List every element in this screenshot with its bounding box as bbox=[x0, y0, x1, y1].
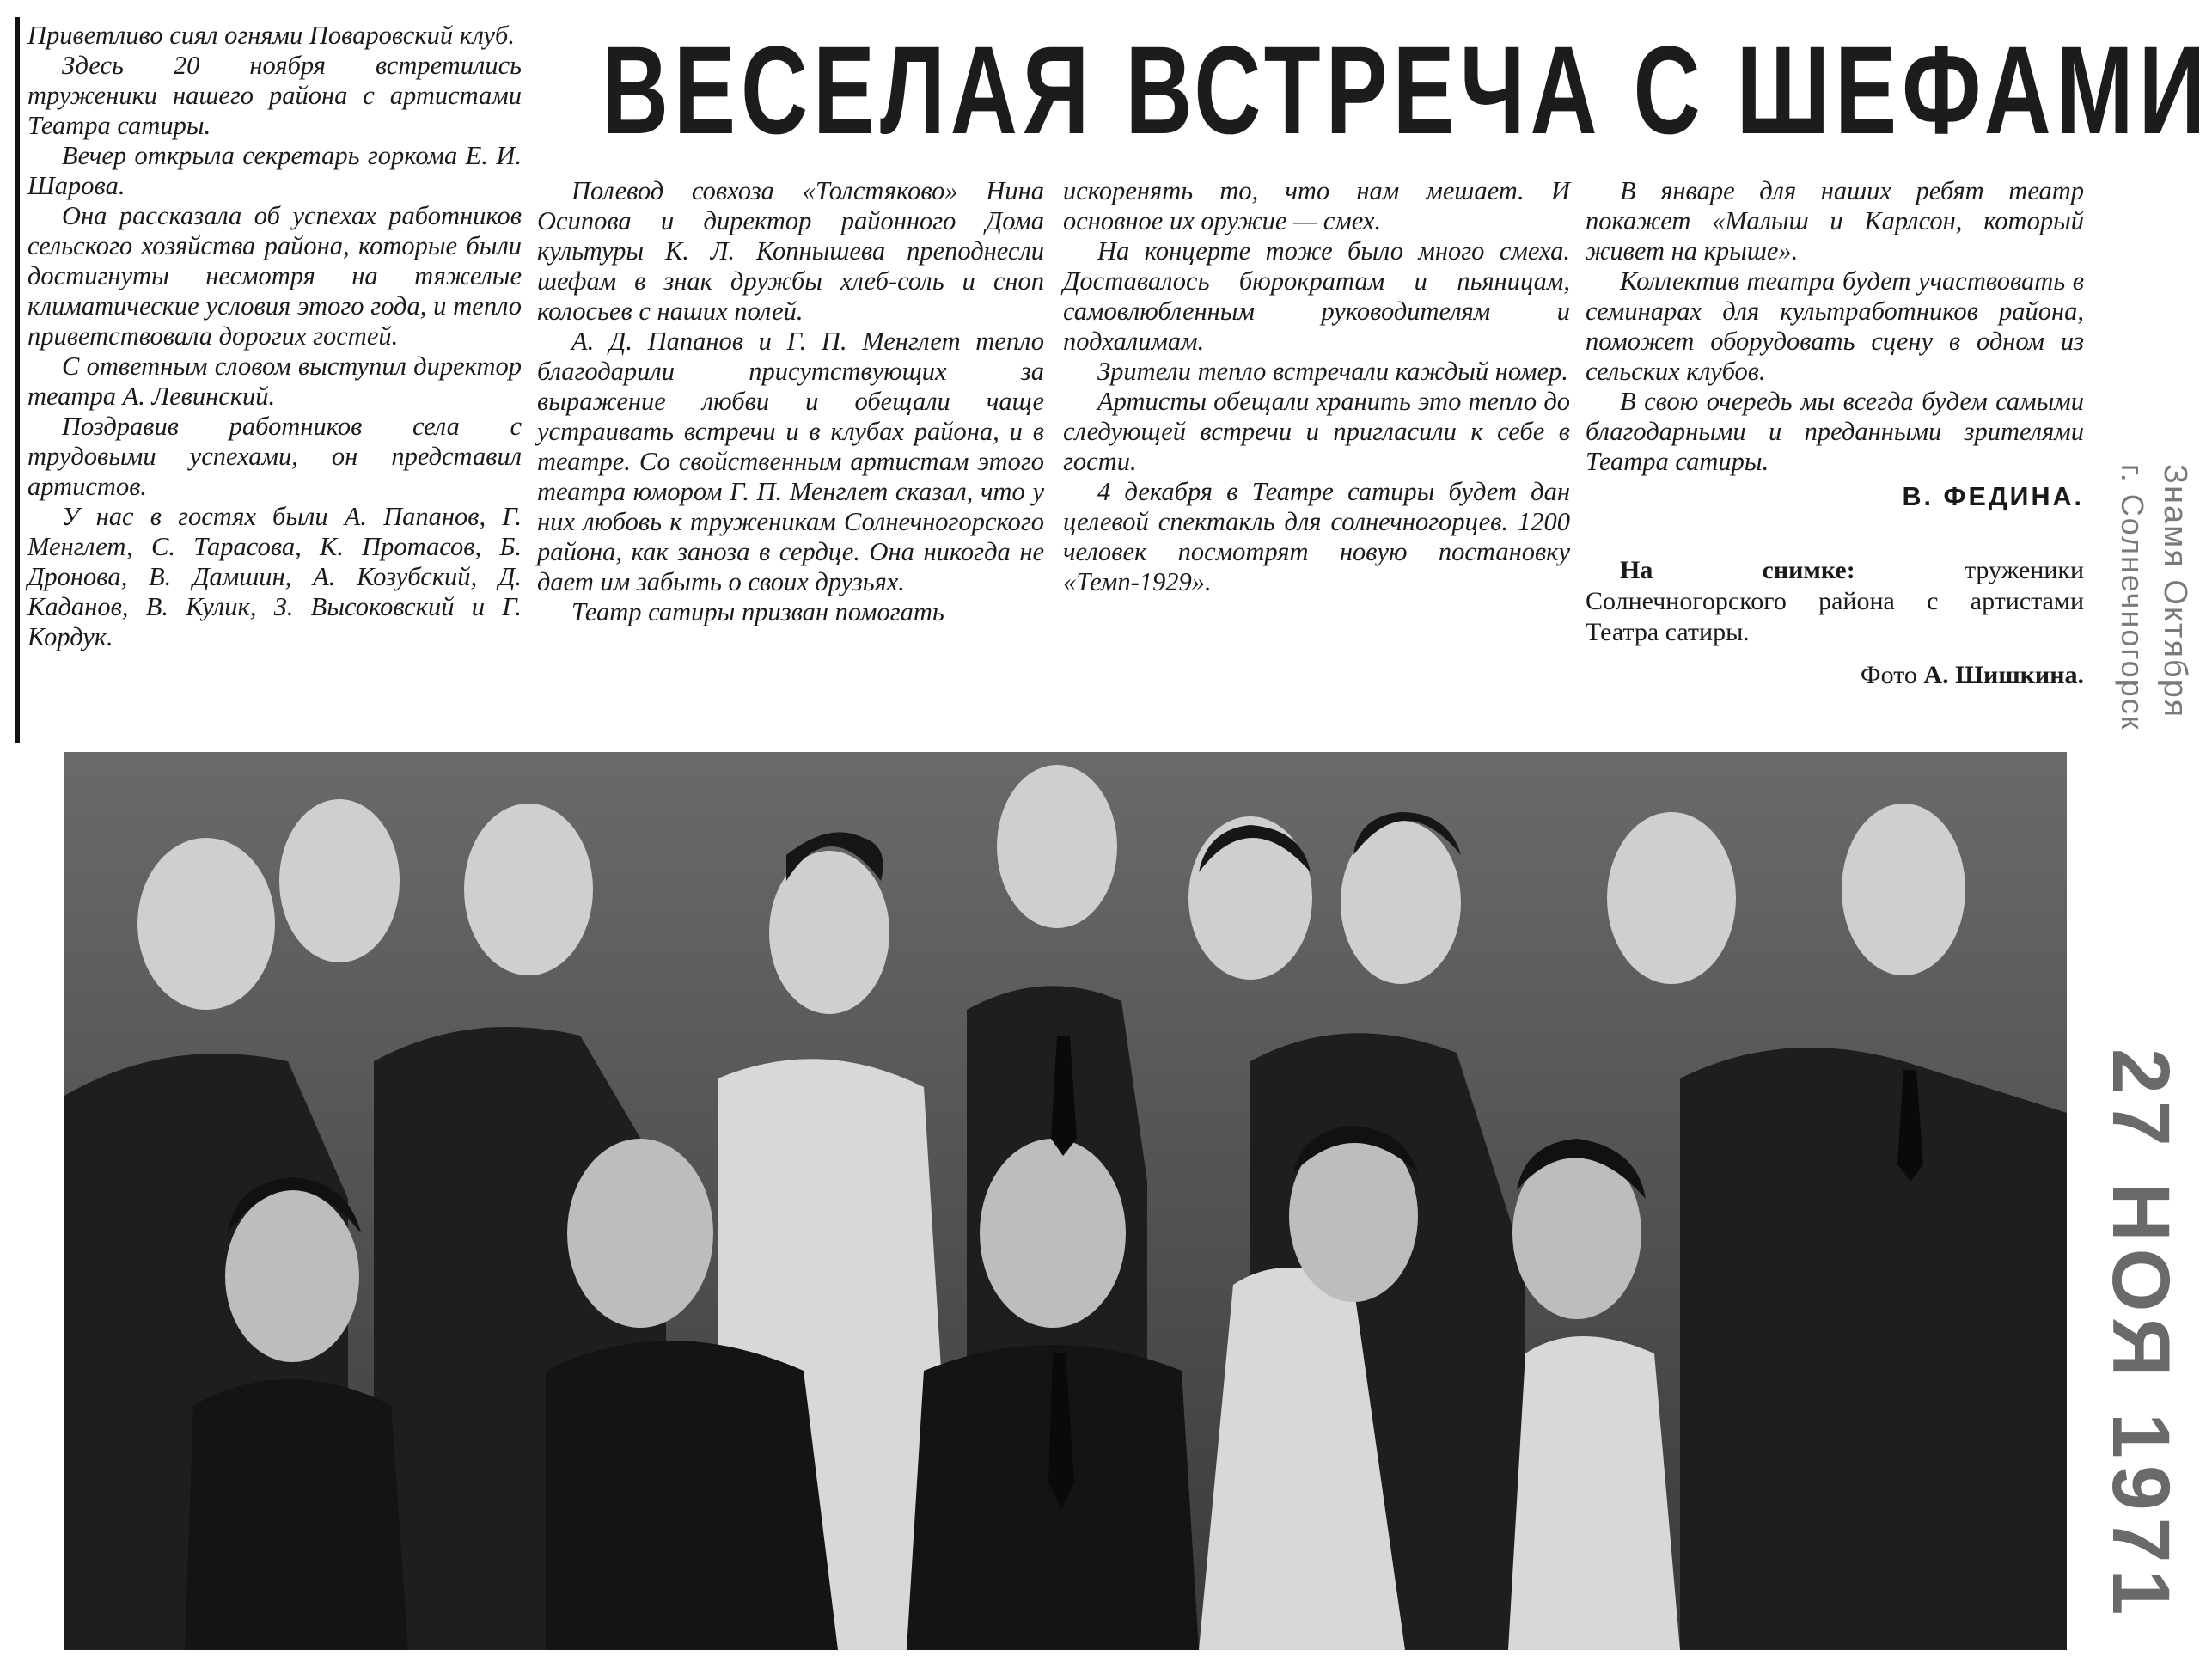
paragraph: Театр сатиры призван помогать bbox=[571, 597, 944, 626]
paragraph: А. Д. Папанов и Г. П. Менглет тепло благодарили присутствующих за выражение любви и обещали чаще устраивать встречи и в клубах района, и в театре. Со свойственным артистам этого театра юмором Г. П. Менглет сказал, что у них любовь к труженикам Солнечногорского района, как заноза в сердце. Она никогда не дает им забыть о своих друзьях. bbox=[537, 327, 1044, 596]
paragraph: На концерте тоже было много смеха. Доставалось бюрократам и пьяницам, самовлюбленным руководителям и подхалимам. bbox=[1063, 236, 1570, 356]
paragraph: Она рассказала об успехах работников сельского хозяйства района, которые были достигнуты несмотря на тяжелые климатические условия этого года, и тепло приветствовала дорогих гостей. bbox=[27, 201, 522, 351]
photographer: А. Шишкина. bbox=[1923, 661, 2084, 689]
headline: ВЕСЕЛАЯ ВСТРЕЧА С ШЕФАМИ bbox=[602, 19, 2211, 161]
paragraph: Коллектив театра будет участвовать в семинарах для культработников района, поможет оборудовать сцену в одном из сельских клубов. bbox=[1586, 266, 2084, 386]
caption-label: На снимке: bbox=[1620, 556, 1855, 584]
photo-credit bbox=[1586, 660, 2084, 691]
stamp-date: 27 НОЯ 1971 bbox=[2095, 1048, 2186, 1622]
paragraph: 4 декабря в Театре сатиры будет дан целевой спектакль для солнечногорцев. 1200 человек посмотрят новую постановку «Темп-1929». bbox=[1063, 477, 1570, 596]
paragraph: Артисты обещали хранить это тепло до следующей встречи и пригласили к себе в гости. bbox=[1063, 387, 1570, 476]
column-rule bbox=[15, 17, 20, 743]
paragraph: Приветливо сиял огнями Поваровский клуб. bbox=[27, 21, 515, 50]
paragraph: искоренять то, что нам мешает. И основное их оружие — смех. bbox=[1063, 176, 1570, 235]
article-column-1 bbox=[27, 21, 522, 652]
paragraph: В январе для наших ребят театр покажет «Малыш и Карлсон, который живет на крыше». bbox=[1586, 176, 2084, 266]
article-column-3 bbox=[1063, 176, 1570, 597]
paragraph: Полевод совхоза «Толстяково» Нина Осипова и директор районного Дома культуры К. Л. Копнышева преподнесли шефам в знак дружбы хлеб-соль и сноп колосьев с наших полей. bbox=[537, 176, 1044, 326]
paragraph: Зрители тепло встречали каждый номер. bbox=[1097, 357, 1568, 386]
author-byline: В. ФЕДИНА. bbox=[1902, 482, 2084, 511]
article-column-2 bbox=[537, 176, 1044, 627]
paragraph: У нас в гостях были А. Папанов, Г. Менглет, С. Тарасова, К. Протасов, Б. Дронова, В. Дамшин, А. Козубский, Д. Каданов, В. Кулик, З. Высоковский и Г. Кордук. bbox=[27, 502, 522, 651]
caption-text: труженики Солнечногорского района с артистами Театра сатиры. bbox=[1586, 556, 2085, 646]
paragraph: Вечер открыла секретарь горкома Е. И. Шарова. bbox=[27, 141, 522, 200]
paragraph: С ответным словом выступил директор театра А. Левинский. bbox=[27, 351, 522, 411]
stamp-city: г. Солнечногорск bbox=[2115, 464, 2150, 731]
photo-label: Фото bbox=[1860, 661, 1917, 689]
archive-stamp bbox=[2088, 464, 2200, 1622]
paragraph: Поздравив работников села с трудовыми успехами, он представил артистов. bbox=[27, 412, 522, 501]
stamp-paper-name: Знамя Октября bbox=[2157, 464, 2193, 718]
paragraph: В свою очередь мы всегда будем самыми благодарными и преданными зрителями Театра сатиры. bbox=[1586, 387, 2084, 476]
paragraph: Здесь 20 ноября встретились труженики нашего района с артистами Театра сатиры. bbox=[27, 51, 522, 140]
article-column-4 bbox=[1586, 176, 2084, 691]
group-photo bbox=[64, 752, 2067, 1650]
photo-caption bbox=[1586, 555, 2084, 691]
